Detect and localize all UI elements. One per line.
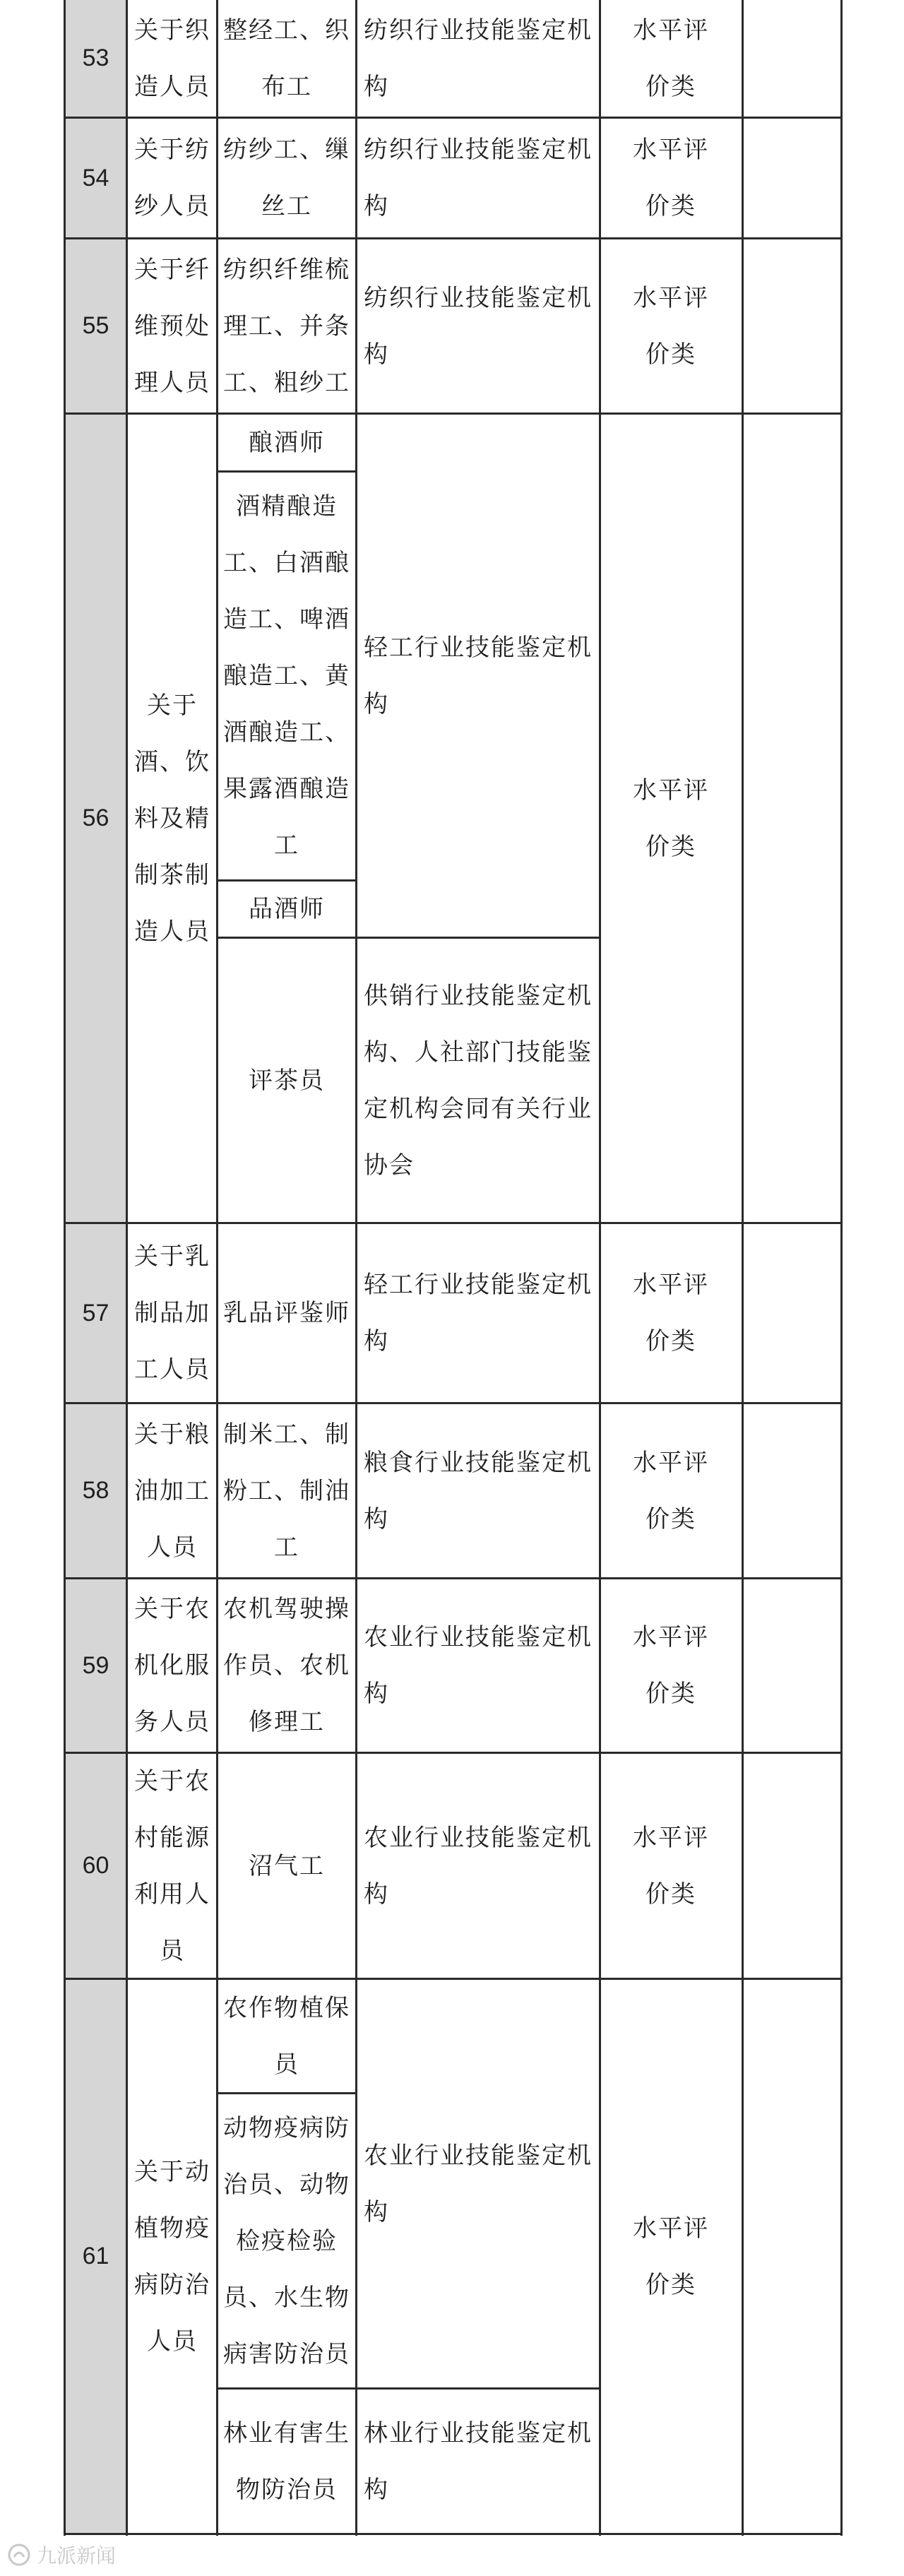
evaluation-cell [629, 1754, 713, 1978]
agency-text: 纺织行业技能鉴定机构 [364, 136, 593, 220]
row-number: 59 [66, 1579, 126, 1752]
agency-text: 轻工行业技能鉴定机构 [364, 1271, 593, 1355]
job-text: 品酒师 [249, 895, 325, 923]
category-text: 关于动植物疫病防治人员 [134, 2157, 210, 2356]
agency-cell [364, 415, 593, 937]
evaluation-cell [629, 119, 713, 237]
evaluation-text: 水平评价类 [633, 2214, 709, 2299]
category-cell [133, 1980, 212, 2533]
grid-line-v [126, 0, 128, 2536]
category-cell [133, 0, 212, 117]
agency-text: 农业行业技能鉴定机构 [364, 1623, 593, 1708]
category-cell [133, 119, 212, 237]
agency-text: 纺织行业技能鉴定机构 [364, 283, 593, 369]
row-number: 54 [66, 119, 126, 237]
job-cell [222, 415, 351, 470]
row-number: 58 [66, 1404, 126, 1577]
category-text: 关于农村能源利用人员 [134, 1767, 210, 1965]
job-text: 林业有害生物防治员 [223, 2418, 350, 2504]
job-cell [222, 1754, 351, 1978]
job-cell [222, 1404, 351, 1577]
job-cell [222, 2094, 351, 2387]
job-text: 酒精酿造工、白酒酿造工、啤酒酿造工、黄酒酿造工、果露酒酿造工 [223, 492, 350, 860]
news-logo-icon [7, 2543, 31, 2567]
agency-text: 供销行业技能鉴定机构、人社部门技能鉴定机构会同有关行业协会 [364, 981, 593, 1180]
evaluation-cell [629, 1579, 713, 1752]
evaluation-cell [629, 1224, 713, 1402]
job-text: 制米工、制粉工、制油工 [223, 1420, 350, 1562]
category-text: 关于农机化服务人员 [134, 1595, 210, 1736]
agency-text: 农业行业技能鉴定机构 [364, 2141, 593, 2226]
category-cell [133, 415, 212, 1222]
job-text: 农机驾驶操作员、农机修理工 [223, 1595, 350, 1736]
evaluation-text: 水平评价类 [633, 136, 709, 220]
job-text: 农作物植保员 [223, 1993, 350, 2079]
grid-line-h [64, 2533, 843, 2535]
job-text: 纺织纤维梳理工、并条工、粗纱工 [223, 255, 350, 397]
row-number: 56 [66, 415, 126, 1222]
evaluation-text: 水平评价类 [633, 1448, 709, 1533]
job-text: 沼气工 [249, 1851, 325, 1880]
category-text: 关于乳制品加工人员 [134, 1242, 210, 1384]
agency-cell [364, 239, 593, 412]
job-text: 乳品评鉴师 [223, 1299, 350, 1327]
agency-cell [364, 119, 593, 237]
job-text: 动物疫病防治员、动物检疫检验员、水生物病害防治员 [223, 2113, 350, 2368]
agency-text: 粮食行业技能鉴定机构 [364, 1448, 593, 1533]
evaluation-text: 水平评价类 [633, 776, 709, 861]
grid-line-v [840, 0, 843, 2536]
evaluation-text: 水平评价类 [633, 283, 709, 369]
agency-cell [364, 1224, 593, 1402]
agency-cell [364, 1404, 593, 1577]
evaluation-cell [629, 239, 713, 412]
category-text: 关于酒、饮料及精制茶制造人员 [134, 691, 210, 946]
category-text: 关于纤维预处理人员 [134, 255, 210, 397]
job-cell [222, 1224, 351, 1402]
job-cell [222, 0, 351, 117]
evaluation-cell [629, 0, 713, 117]
job-cell [222, 882, 351, 937]
grid-line-v [742, 0, 744, 2536]
job-text: 评茶员 [249, 1066, 325, 1095]
category-cell [133, 1224, 212, 1402]
grid-line-v [599, 0, 601, 2536]
row-number: 60 [66, 1754, 126, 1978]
agency-cell [364, 1980, 593, 2387]
job-cell [222, 1579, 351, 1752]
agency-text: 农业行业技能鉴定机构 [364, 1823, 593, 1909]
grid-line-v [216, 0, 218, 2536]
job-cell [222, 239, 351, 412]
category-cell [133, 1579, 212, 1752]
job-cell [222, 119, 351, 237]
row-number: 53 [66, 0, 126, 117]
evaluation-text: 水平评价类 [633, 1271, 709, 1355]
watermark-text: 九派新闻 [37, 2544, 117, 2568]
job-text: 酿酒师 [249, 428, 325, 457]
category-text: 关于纺纱人员 [134, 136, 210, 220]
job-text: 整经工、织布工 [223, 16, 350, 101]
job-cell [222, 1980, 351, 2092]
row-number: 61 [66, 1980, 126, 2533]
watermark [7, 2541, 116, 2569]
evaluation-text: 水平评价类 [633, 1623, 709, 1708]
evaluation-cell [629, 1404, 713, 1577]
agency-cell [364, 0, 593, 117]
evaluation-cell [629, 1980, 713, 2533]
job-cell [222, 473, 351, 879]
evaluation-text: 水平评价类 [633, 16, 709, 101]
agency-cell [364, 939, 593, 1222]
row-number: 55 [66, 239, 126, 412]
category-cell [133, 239, 212, 412]
row-number: 57 [66, 1224, 126, 1402]
category-text: 关于织造人员 [134, 16, 210, 101]
evaluation-cell [629, 415, 713, 1222]
evaluation-text: 水平评价类 [633, 1823, 709, 1909]
agency-cell [364, 1579, 593, 1752]
job-cell [222, 2390, 351, 2533]
agency-cell [364, 2390, 593, 2533]
category-cell [133, 1754, 212, 1978]
agency-text: 轻工行业技能鉴定机构 [364, 633, 593, 718]
grid-line-v [355, 0, 357, 2536]
agency-text: 纺织行业技能鉴定机构 [364, 16, 593, 101]
category-text: 关于粮油加工人员 [134, 1420, 210, 1562]
agency-cell [364, 1754, 593, 1978]
job-text: 纺纱工、缫丝工 [223, 136, 350, 220]
agency-text: 林业行业技能鉴定机构 [364, 2418, 593, 2504]
category-cell [133, 1404, 212, 1577]
job-cell [222, 939, 351, 1222]
